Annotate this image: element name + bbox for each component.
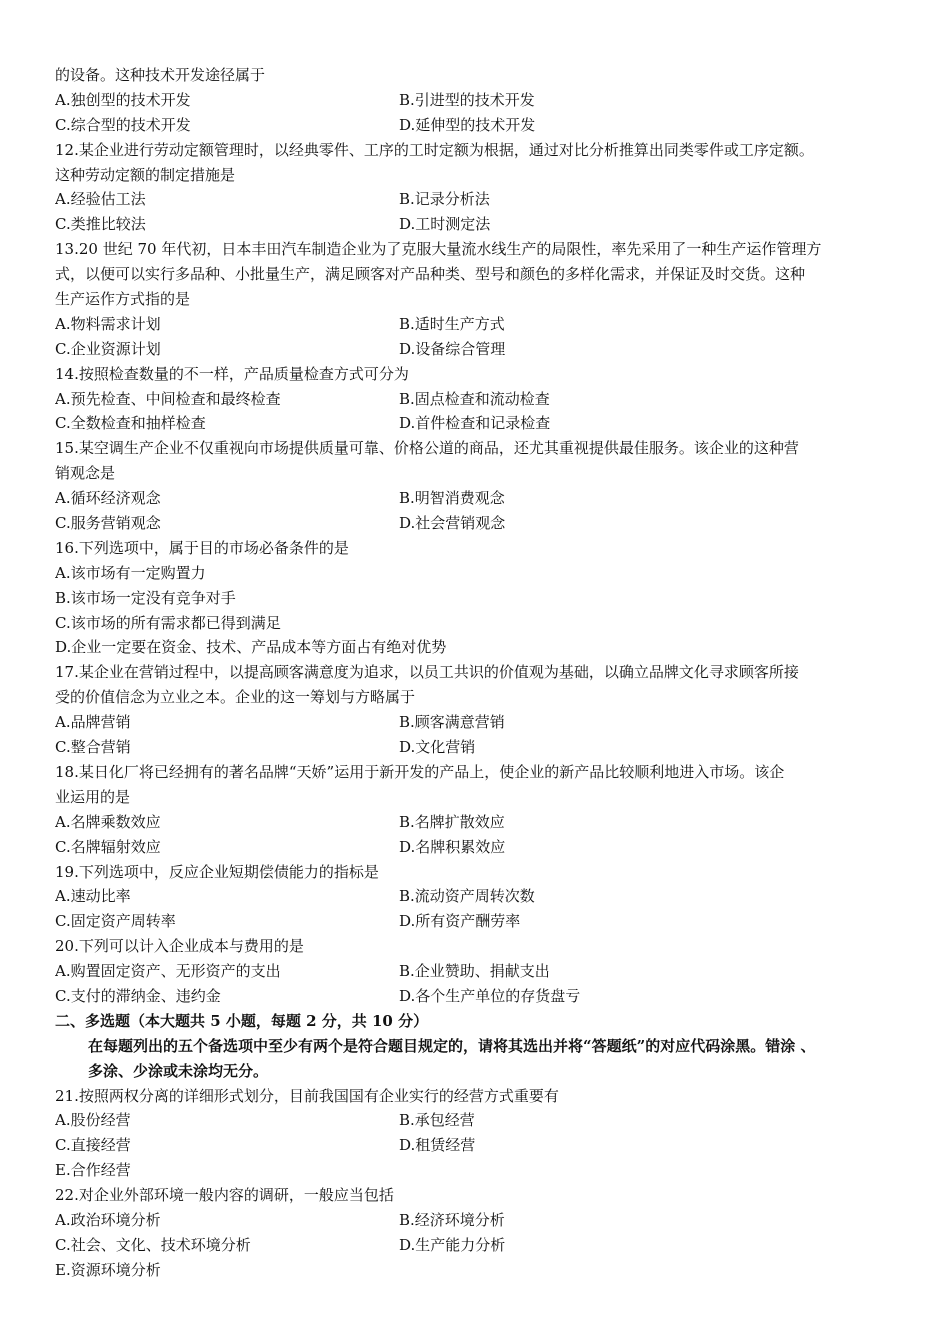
text-line: 15.某空调生产企业不仅重视向市场提供质量可靠、价格公道的商品，还尤其重视提供最佳服务。该企业的这种营: [55, 439, 799, 458]
option-row: [55, 1233, 910, 1258]
option-row: [55, 735, 910, 760]
option-right: B.明智消费观念: [399, 489, 505, 508]
option-left: C.类推比较法: [55, 215, 146, 234]
option-left: A.独创型的技术开发: [55, 90, 191, 109]
option-right: D.首件检查和记录检查: [399, 414, 551, 433]
option-row: [55, 884, 910, 909]
option-left: C.服务营销观念: [55, 514, 161, 533]
option-right: B.经济环境分析: [399, 1210, 505, 1229]
option-row: [55, 1208, 910, 1233]
text-line: 13.20 世纪 70 年代初，日本丰田汽车制造企业为了克服大量流水线生产的局限性，率先采用了一种生产运作管理方: [55, 240, 822, 259]
option-right: D.生产能力分析: [399, 1235, 506, 1254]
text-line: 销观念是: [55, 464, 116, 483]
option-right: D.设备综合管理: [399, 339, 506, 358]
option-left: A.购置固定资产、无形资产的支出: [55, 962, 281, 981]
option-right: D.名牌积累效应: [399, 837, 506, 856]
option-left: C.支付的滞纳金、违约金: [55, 986, 221, 1005]
option-row: [55, 88, 910, 113]
text-line: 18.某日化厂将已经拥有的著名品牌“天娇”运用于新开发的产品上，使企业的新产品比较顺利地进入市场。该企: [55, 762, 785, 781]
option-right: B.记录分析法: [399, 190, 490, 209]
option-row: [55, 312, 910, 337]
option-left: C.固定资产周转率: [55, 912, 176, 931]
option-row: [55, 337, 910, 362]
text-line: 16.下列选项中，属于目的市场必备条件的是: [55, 538, 349, 557]
option-row: [55, 835, 910, 860]
option-row: [55, 113, 910, 138]
option-left: C.直接经营: [55, 1136, 131, 1155]
option-row: [55, 1108, 910, 1133]
option-row: [55, 984, 910, 1009]
option-right: D.租赁经营: [399, 1136, 476, 1155]
option-row: [55, 187, 910, 212]
option-right: B.固点检查和流动检查: [399, 389, 550, 408]
option-right: D.社会营销观念: [399, 514, 506, 533]
option-row: [55, 387, 910, 412]
option-left: A.品牌营销: [55, 713, 131, 732]
text-line: E.资源环境分析: [55, 1260, 161, 1279]
option-left: A.股份经营: [55, 1111, 131, 1130]
option-left: A.预先检查、中间检查和最终检查: [55, 389, 281, 408]
option-row: [55, 212, 910, 237]
option-row: [55, 810, 910, 835]
option-left: C.社会、文化、技术环境分析: [55, 1235, 251, 1254]
option-right: D.延伸型的技术开发: [399, 115, 536, 134]
option-right: B.引进型的技术开发: [399, 90, 535, 109]
option-left: A.名牌乘数效应: [55, 812, 161, 831]
option-left: A.经验估工法: [55, 190, 146, 209]
option-left: A.速动比率: [55, 887, 131, 906]
text-line: 20.下列可以计入企业成本与费用的是: [55, 937, 304, 956]
section-heading-line: 多涂、少涂或未涂均无分。: [88, 1061, 269, 1080]
text-line: 受的价值信念为立业之本。企业的这一筹划与方略属于: [55, 688, 416, 707]
option-right: B.承包经营: [399, 1111, 475, 1130]
text-line: 式，以便可以实行多品种、小批量生产，满足顾客对产品种类、型号和颜色的多样化需求，并保证及时交货。这种: [55, 265, 806, 284]
text-line: B.该市场一定没有竞争对手: [55, 588, 236, 607]
option-right: D.各个生产单位的存货盘亏: [399, 986, 581, 1005]
option-row: [55, 511, 910, 536]
text-line: E.合作经营: [55, 1161, 131, 1180]
text-line: 14.按照检查数量的不一样，产品质量检查方式可分为: [55, 364, 409, 383]
text-line: 19.下列选项中，反应企业短期偿债能力的指标是: [55, 862, 379, 881]
section-heading-line: 在每题列出的五个备选项中至少有两个是符合题目规定的，请将其选出并将“答题纸”的对应代码涂黑。错涂 、: [88, 1036, 816, 1055]
text-line: 这种劳动定额的制定措施是: [55, 165, 236, 184]
text-line: D.企业一定要在资金、技术、产品成本等方面占有绝对优势: [55, 638, 447, 657]
option-left: A.物料需求计划: [55, 314, 161, 333]
option-left: C.企业资源计划: [55, 339, 161, 358]
option-row: [55, 411, 910, 436]
text-line: 业运用的是: [55, 787, 131, 806]
option-left: C.全数检查和抽样检查: [55, 414, 206, 433]
text-line: 17.某企业在营销过程中，以提高顾客满意度为追求，以员工共识的价值观为基础，以确立品牌文化寻求顾客所接: [55, 663, 799, 682]
option-right: D.文化营销: [399, 738, 476, 757]
option-left: A.循环经济观念: [55, 489, 161, 508]
option-right: B.名牌扩散效应: [399, 812, 505, 831]
option-row: [55, 909, 910, 934]
text-line: 生产运作方式指的是: [55, 290, 191, 309]
text-line: 的设备。这种技术开发途径属于: [55, 66, 266, 84]
option-row: [55, 959, 910, 984]
option-right: B.适时生产方式: [399, 314, 505, 333]
option-left: C.名牌辐射效应: [55, 837, 161, 856]
text-line: 12.某企业进行劳动定额管理时，以经典零件、工序的工时定额为根据，通过对比分析推算出同类零件或工序定额。: [55, 140, 814, 159]
text-line: A.该市场有一定购置力: [55, 563, 206, 582]
option-right: D.所有资产酬劳率: [399, 912, 521, 931]
option-right: D.工时测定法: [399, 215, 491, 234]
section-heading-line: 二、多选题（本大题共 5 小题，每题 2 分，共 10 分）: [55, 1011, 429, 1030]
option-left: C.整合营销: [55, 738, 131, 757]
option-left: A.政治环境分析: [55, 1210, 161, 1229]
text-line: 22.对企业外部环境一般内容的调研，一般应当包括: [55, 1186, 394, 1205]
option-right: B.顾客满意营销: [399, 713, 505, 732]
option-left: C.综合型的技术开发: [55, 115, 191, 134]
option-right: B.流动资产周转次数: [399, 887, 535, 906]
option-row: [55, 1133, 910, 1158]
option-row: [55, 486, 910, 511]
text-line: C.该市场的所有需求都已得到满足: [55, 613, 281, 632]
text-line: 21.按照两权分离的详细形式划分，目前我国国有企业实行的经营方式重要有: [55, 1086, 559, 1105]
option-right: B.企业赞助、捐献支出: [399, 962, 550, 981]
option-row: [55, 710, 910, 735]
